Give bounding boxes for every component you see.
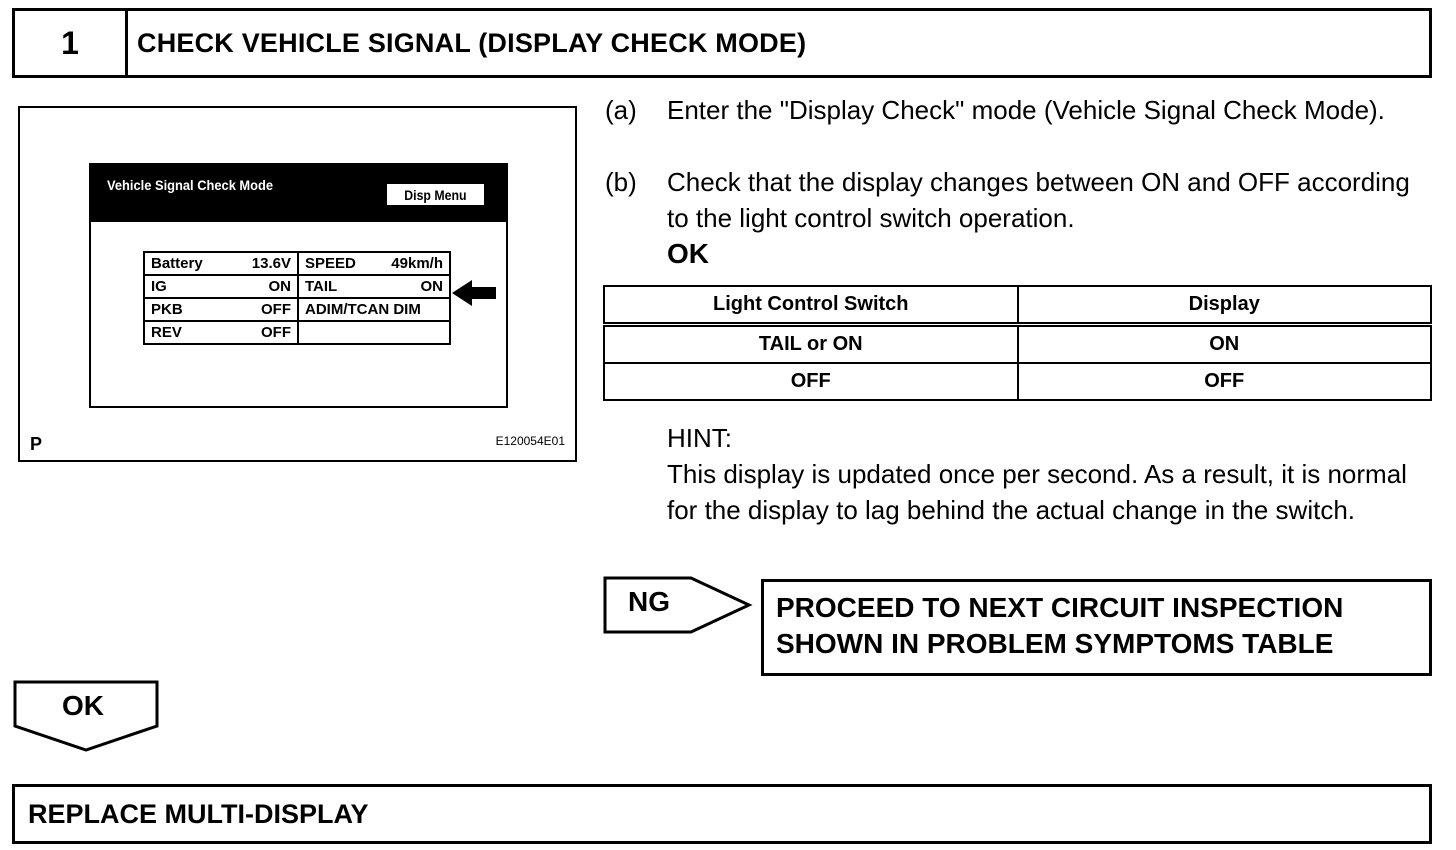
ok-flow-label: OK: [62, 690, 104, 721]
hint-title: HINT:: [667, 423, 732, 453]
disp-menu-button[interactable]: Disp Menu: [386, 183, 485, 206]
ng-arrow-icon: [603, 576, 753, 634]
figure-code: E120054E01: [495, 434, 565, 448]
table-cell: OFF: [604, 363, 1018, 400]
display-figure: [18, 106, 577, 462]
ok-label: OK: [667, 238, 709, 269]
light-control-table: [603, 285, 1432, 401]
table-cell: ON: [1018, 325, 1432, 364]
table-row: [604, 325, 1431, 364]
signal-table: [143, 251, 451, 345]
screen-title-bar: [91, 165, 506, 222]
step-a-label: (a): [605, 95, 637, 125]
ng-action-line1: PROCEED TO NEXT CIRCUIT INSPECTION: [776, 592, 1344, 623]
ng-label: NG: [628, 586, 670, 617]
step-a-text: Enter the "Display Check" mode (Vehicle Signal Check Mode).: [667, 95, 1385, 125]
step-b-text: Check that the display changes between ON and OFF according to the light control switch operation.: [667, 167, 1410, 233]
replace-box: REPLACE MULTI-DISPLAY: [12, 784, 1432, 844]
hint-block: [667, 420, 1437, 528]
step-title: CHECK VEHICLE SIGNAL (DISPLAY CHECK MODE): [137, 27, 807, 58]
table-cell: OFF: [1018, 363, 1432, 400]
table-header-row: [604, 286, 1431, 325]
table-row: PKB OFF ADIM/TCAN DIM: [144, 298, 450, 321]
ng-action-line2: SHOWN IN PROBLEM SYMPTOMS TABLE: [776, 628, 1334, 659]
table-row: IG ON TAIL ON: [144, 275, 450, 298]
column-header: Display: [1018, 286, 1432, 325]
table-row: REV OFF: [144, 321, 450, 344]
column-header: Light Control Switch: [604, 286, 1018, 325]
table-row: [604, 363, 1431, 400]
table-row: Battery 13.6V SPEED 49km/h: [144, 252, 450, 275]
step-number: 1: [15, 11, 128, 75]
left-arrow-icon: [452, 280, 496, 306]
screen-title: Vehicle Signal Check Mode: [107, 177, 274, 193]
ng-action-box: [761, 579, 1432, 676]
figure-corner-label: P: [30, 434, 43, 454]
step-header: [12, 8, 1432, 78]
hint-text: This display is updated once per second. As a result, it is normal for the display to lag behind the actual change in the switch.: [667, 459, 1407, 525]
table-cell: TAIL or ON: [604, 325, 1018, 364]
step-b-label: (b): [605, 167, 637, 197]
